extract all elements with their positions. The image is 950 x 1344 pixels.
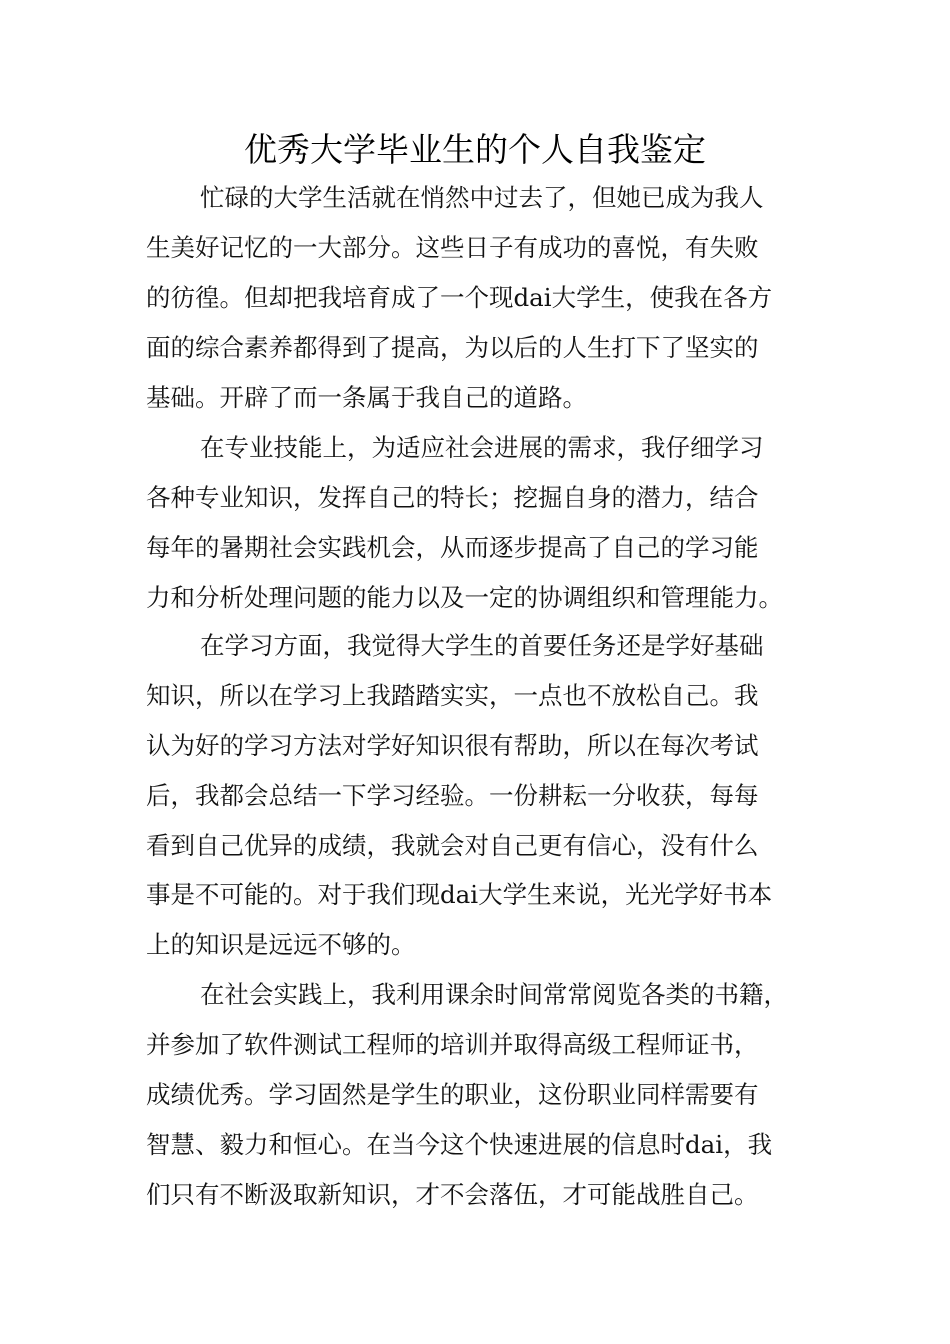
paragraph-3-line-1: 在学习方面，我觉得大学生的首要任务还是学好基础 (200, 631, 764, 660)
paragraph-4-line-2: 并参加了软件测试工程师的培训并取得高级工程师证书， (146, 1030, 759, 1059)
paragraph-2-line-2: 各种专业知识，发挥自己的特长；挖掘自身的潜力，结合 (146, 483, 759, 512)
paragraph-1-line-3: 的彷徨。但却把我培育成了一个现dai大学生，使我在各方 (146, 283, 773, 312)
paragraph-2-line-4: 力和分析处理问题的能力以及一定的协调组织和管理能力。 (146, 583, 783, 612)
paragraph-1-line-1: 忙碌的大学生活就在悄然中过去了，但她已成为我人 (200, 183, 764, 212)
paragraph-4-line-4: 智慧、毅力和恒心。在当今这个快速进展的信息时dai，我 (146, 1130, 773, 1159)
paragraph-4-line-1: 在社会实践上，我利用课余时间常常阅览各类的书籍， (200, 980, 788, 1009)
paragraph-3-line-3: 认为好的学习方法对学好知识很有帮助，所以在每次考试 (146, 731, 759, 760)
paragraph-4-line-3: 成绩优秀。学习固然是学生的职业，这份职业同样需要有 (146, 1080, 759, 1109)
paragraph-1-line-5: 基础。开辟了而一条属于我自己的道路。 (146, 383, 587, 412)
paragraph-2-line-3: 每年的暑期社会实践机会，从而逐步提高了自己的学习能 (146, 533, 759, 562)
paragraph-3-line-2: 知识，所以在学习上我踏踏实实，一点也不放松自己。我 (146, 681, 759, 710)
paragraph-1-line-2: 生美好记忆的一大部分。这些日子有成功的喜悦，有失败 (146, 233, 759, 262)
paragraph-3-line-4: 后，我都会总结一下学习经验。一份耕耘一分收获，每每 (146, 781, 759, 810)
paragraph-2-line-1: 在专业技能上，为适应社会进展的需求，我仔细学习 (200, 433, 764, 462)
paragraph-1-line-4: 面的综合素养都得到了提高，为以后的人生打下了坚实的 (146, 333, 759, 362)
paragraph-3-line-7: 上的知识是远远不够的。 (146, 930, 416, 959)
document-title: 优秀大学毕业生的个人自我鉴定 (244, 130, 706, 169)
paragraph-3-line-6: 事是不可能的。对于我们现dai大学生来说，光光学好书本 (146, 880, 773, 909)
paragraph-3-line-5: 看到自己优异的成绩，我就会对自己更有信心，没有什么 (146, 831, 759, 860)
paragraph-4-line-5: 们只有不断汲取新知识，才不会落伍，才可能战胜自己。 (146, 1180, 759, 1209)
